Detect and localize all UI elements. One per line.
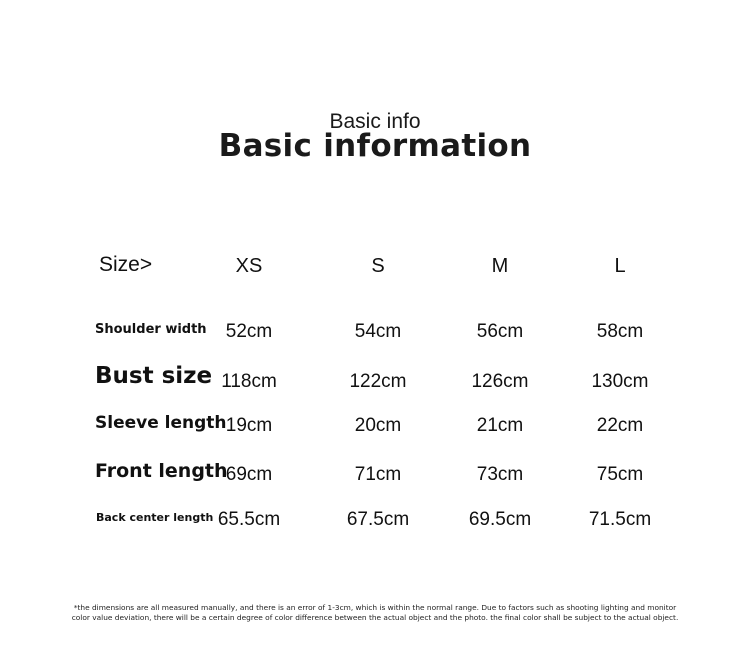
table-cell: 52cm [225,321,273,342]
table-cell: 122cm [349,371,407,392]
table-cell: 130cm [591,371,649,392]
table-cell: 56cm [476,321,524,342]
row-label-back-center-length: Back center length [96,511,214,524]
size-header-xs: XS [235,255,263,277]
size-header-label: Size> [99,253,153,276]
table-cell: 118cm [221,371,277,392]
row-label-front-length: Front length [95,460,228,482]
row-label-sleeve-length: Sleeve length [95,413,227,433]
page-title-small: Basic info [329,110,421,133]
table-cell: 73cm [476,464,524,485]
table-cell: 69cm [225,464,273,485]
table-cell: 19cm [225,415,273,436]
footnote-line-1: *the dimensions are all measured manually, and there is an error of 1-3cm, which is within the normal range. Due to factors such as shooting lighting and monitor [73,603,677,612]
row-label-shoulder-width: Shoulder width [95,322,207,337]
table-cell: 71.5cm [588,509,652,530]
table-cell: 21cm [476,415,524,436]
size-header-l: L [614,255,626,277]
page-title: Basic information [218,128,532,164]
table-cell: 71cm [354,464,402,485]
row-label-bust-size: Bust size [95,363,213,389]
footnote [0,603,750,623]
table-cell: 69.5cm [468,509,532,530]
table-cell: 126cm [471,371,529,392]
table-cell: 58cm [596,321,644,342]
footnote-line-2: color value deviation, there will be a certain degree of color difference between the actual object and the photo. the final color shall be subject to the actual object. [71,613,679,622]
table-cell: 22cm [596,415,644,436]
size-header-m: M [491,255,509,277]
table-cell: 54cm [354,321,402,342]
table-cell: 75cm [596,464,644,485]
table-cell: 65.5cm [217,509,281,530]
size-header-s: S [371,255,385,277]
table-cell: 67.5cm [346,509,410,530]
table-cell: 20cm [354,415,402,436]
